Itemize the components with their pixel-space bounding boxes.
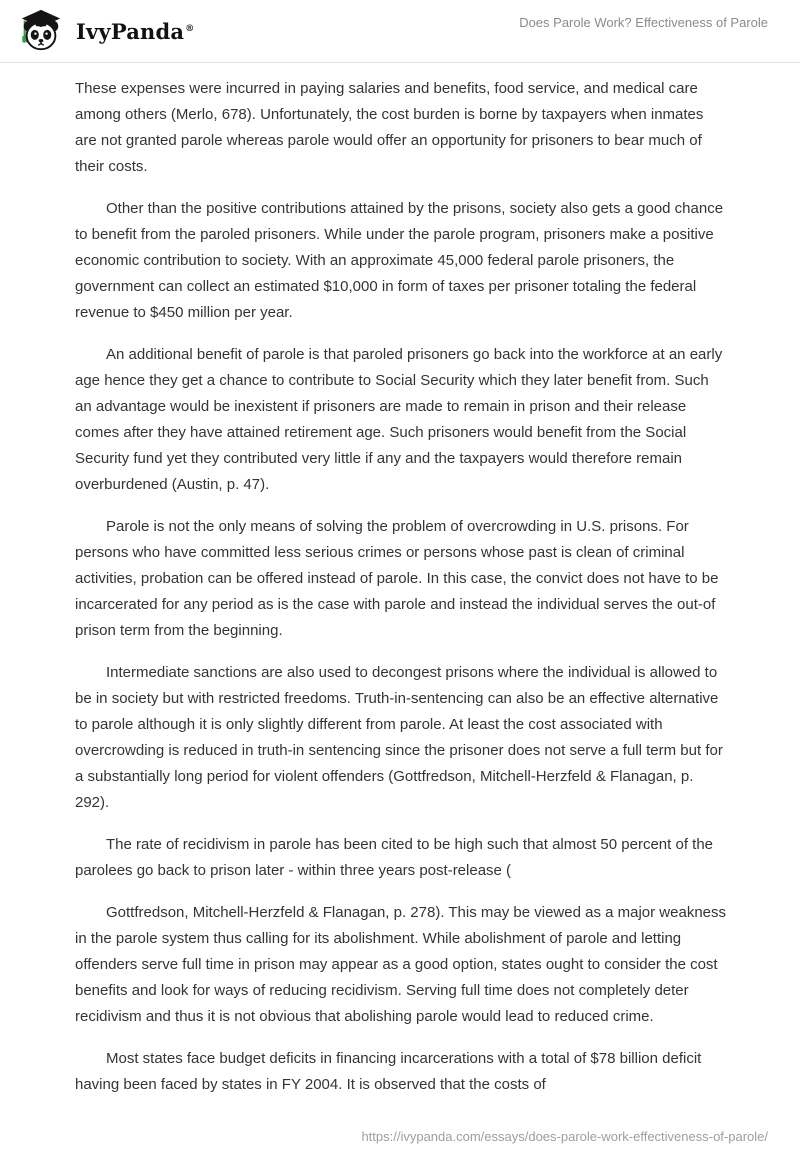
essay-paragraph: These expenses were incurred in paying salaries and benefits, food service, and medical care among others (Merlo, 678). Unfortunately, the cost burden is borne by taxpayers when inmates are not granted parole whereas parole would offer an opportunity for prisoners to bear much of their costs. xyxy=(75,80,704,175)
page-title: Does Parole Work? Effectiveness of Parole xyxy=(519,15,768,30)
brand-text: IvyPanda xyxy=(76,18,185,44)
essay-content xyxy=(0,63,800,1128)
essay-paragraph: Most states face budget deficits in financing incarcerations with a total of $78 billion deficit having been faced by states in FY 2004. It is observed that the costs of xyxy=(75,1050,702,1093)
essay-paragraph: Other than the positive contributions attained by the prisons, society also gets a good chance to benefit from the paroled prisoners. While under the parole program, prisoners make a positive economic contribution to society. With an approximate 45,000 federal parole prisoners, the government can collect an estimated $10,000 in form of taxes per prisoner totaling the federal revenue to $450 million per year. xyxy=(75,200,724,321)
panda-graduation-cap-icon xyxy=(18,8,64,54)
registered-mark: ® xyxy=(185,23,195,34)
footer xyxy=(0,1128,800,1160)
essay-paragraph: Gottfredson, Mitchell-Herzfeld & Flanagan, p. 278). This may be viewed as a major weakness in the parole system thus calling for its abolishment. While abolishment of parole and letting offenders serve full time in prison may appear as a good option, states ought to consider the cost benefits and look for ways of reducing recidivism. Serving full time does not completely deter recidivism and thus it is not obvious that abolishing parole would lead to reduced crime. xyxy=(75,904,727,1025)
header xyxy=(0,0,800,63)
essay-paragraph: Intermediate sanctions are also used to decongest prisons where the individual is allowed to be in society but with restricted freedoms. Truth-in-sentencing can also be an effective alternative to parole although it is only slightly different from parole. At least the cost associated with overcrowding is reduced in truth-in sentencing since the prisoner does not serve a full term but for a substantially long period for violent offenders (Gottfredson, Mitchell-Herzfeld & Flanagan, p. 292). xyxy=(75,664,723,811)
brand-name xyxy=(76,18,195,44)
source-url-link[interactable]: https://ivypanda.com/essays/does-parole-work-effectiveness-of-parole/ xyxy=(361,1129,768,1144)
essay-paragraph: The rate of recidivism in parole has been cited to be high such that almost 50 percent of the parolees go back to prison later - within three years post-release ( xyxy=(75,836,714,879)
ivypanda-logo[interactable] xyxy=(18,8,194,54)
essay-paragraph: Parole is not the only means of solving the problem of overcrowding in U.S. prisons. For persons who have committed less serious crimes or persons whose past is clean of criminal activities, probation can be offered instead of parole. In this case, the convict does not have to be incarcerated for any period as is the case with parole and instead the individual serves the out-of prison term from the beginning. xyxy=(75,518,719,639)
essay-paragraph: An additional benefit of parole is that paroled prisoners go back into the workforce at an early age hence they get a chance to contribute to Social Security which they later benefit from. Such an advantage would be inexistent if prisoners are made to remain in prison and their release comes after they have attained retirement age. Such prisoners would benefit from the Social Security fund yet they contributed very little if any and the taxpayers would therefore remain overburdened (Austin, p. 47). xyxy=(75,346,723,493)
